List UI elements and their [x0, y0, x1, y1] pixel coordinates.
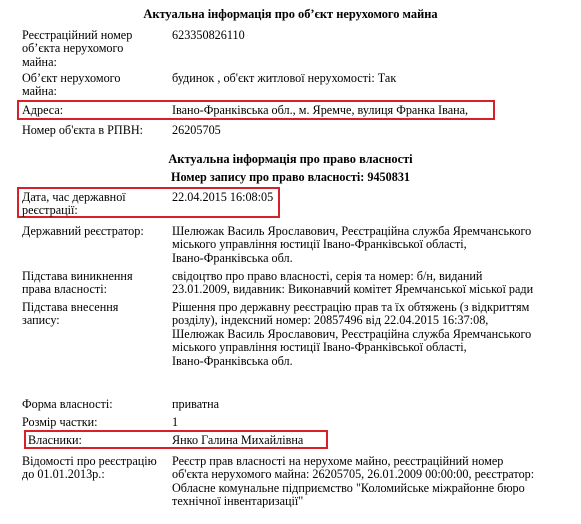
- value-line: Реєстр прав власності на нерухоме майно, реєстраційний номер: [172, 454, 504, 468]
- value-line: Івано-Франківська обл.: [172, 353, 293, 368]
- value-line: приватна: [172, 397, 220, 411]
- row-value: [172, 455, 576, 509]
- row-label: [22, 29, 168, 69]
- label-line: Дата, час державної: [22, 190, 126, 204]
- value-line: свідоцтво про право власності, серія та номер: б/н, виданий: [172, 269, 483, 283]
- row-label: [28, 434, 174, 447]
- label-line: до 01.01.2013р.:: [22, 467, 105, 482]
- row-value: [172, 416, 576, 429]
- value-line: технічної інвентаризації": [172, 494, 304, 509]
- label-line: Розмір частки:: [22, 415, 98, 429]
- label-line: Відомості про реєстрацію: [22, 454, 157, 468]
- row-value: [172, 104, 576, 117]
- label-line: права власності:: [22, 282, 107, 297]
- label-line: Форма власності:: [22, 397, 113, 411]
- label-line: Адреса:: [22, 103, 64, 117]
- row-value: [172, 72, 576, 85]
- record-number: Номер запису про право власності: 9450831: [170, 170, 411, 184]
- value-line: 1: [172, 415, 179, 429]
- label-line: запису:: [22, 313, 60, 328]
- row-value: [172, 29, 576, 42]
- row-value: [172, 434, 576, 447]
- row-value: [172, 270, 576, 297]
- row-value: [172, 398, 576, 411]
- row-label: [22, 270, 168, 297]
- row-value: [172, 124, 576, 137]
- value-line: об'єкта нерухомого майна: 26205705, 26.01.2009 00:00:00, реєстратор:: [172, 467, 535, 482]
- value-line: Рішення про державну реєстрацію прав та їх обтяжень (з відкриттям: [172, 300, 530, 314]
- value-line: Обласне комунальне підприємство "Коломийське міжрайонне бюро: [172, 480, 525, 495]
- row-value: [172, 225, 576, 265]
- label-line: майна:: [22, 54, 57, 69]
- value-line: Івано-Франківська обл.: [172, 250, 293, 265]
- value-line: 23.01.2009, видавник: Виконавчий комітет Яремчанської міської ради: [172, 282, 534, 297]
- label-line: Підстава внесення: [22, 300, 119, 314]
- row-label: [22, 104, 168, 117]
- label-line: Номер об'єкта в РПВН:: [22, 123, 144, 137]
- label-line: Реєстраційний номер: [22, 28, 133, 42]
- value-line: міського управління юстиції Івано-Франківської області,: [172, 340, 467, 355]
- row-label: [22, 455, 168, 482]
- row-label: [22, 398, 168, 411]
- row-label: [22, 72, 168, 99]
- label-line: Державний реєстратор:: [22, 224, 144, 238]
- value-line: розділу), індексний номер: 20857496 від 22.04.2015 16:37:08,: [172, 313, 489, 328]
- label-line: майна:: [22, 84, 57, 99]
- value-line: Івано-Франківська обл., м. Яремче, вулиця Франка Івана,: [172, 103, 469, 117]
- row-label: [22, 225, 168, 238]
- label-line: Власники:: [28, 433, 82, 447]
- value-line: Шелюжак Василь Ярославович, Реєстраційна служба Яремчанського: [172, 224, 532, 238]
- value-line: 22.04.2015 16:08:05: [172, 190, 274, 204]
- label-line: Об’єкт нерухомого: [22, 71, 121, 85]
- value-line: 623350826110: [172, 28, 245, 42]
- value-line: 26205705: [172, 123, 221, 137]
- row-label: [22, 124, 168, 137]
- label-line: об’єкта нерухомого: [22, 41, 124, 56]
- object-section-title: Актуальна інформація про об’єкт нерухомого майна: [143, 7, 438, 21]
- row-label: [22, 416, 168, 429]
- label-line: Підстава виникнення: [22, 269, 133, 283]
- value-line: міського управління юстиції Івано-Франківської області,: [172, 237, 467, 252]
- value-line: Шелюжак Василь Ярославович, Реєстраційна служба Яремчанського: [172, 326, 532, 341]
- ownership-section-title: Актуальна інформація про право власності: [168, 152, 413, 166]
- row-value: [172, 301, 576, 368]
- row-value: [172, 191, 576, 204]
- label-line: реєстрації:: [22, 203, 78, 218]
- value-line: будинок , об'єкт житлової нерухомості: Так: [172, 71, 397, 85]
- row-label: [22, 301, 168, 328]
- row-label: [22, 191, 168, 218]
- value-line: Янко Галина Михайлівна: [172, 433, 304, 447]
